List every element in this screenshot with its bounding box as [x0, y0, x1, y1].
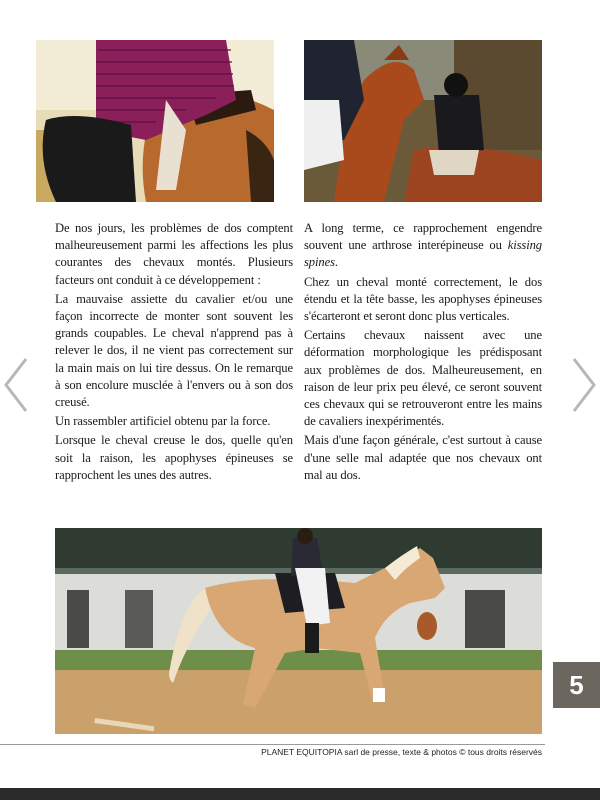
left-paragraph-2: La mauvaise assiette du cavalier et/ou une façon incorrecte de monter sont souvent les grands coupables. Le cheval n'apprend pas à relever le dos, il ne vient pas correctement sur la main mais on lui tire dessus. On le remarque à son encolure musclée à l'envers ou à son dos creusé. [55, 291, 293, 410]
footer-divider [0, 744, 545, 745]
text-column-left [55, 220, 293, 486]
photo-riders-chestnut [304, 40, 542, 202]
text-column-right [304, 220, 542, 486]
left-paragraph-4: Lorsque le cheval creuse le dos, quelle qu'en soit la raison, les apophyses épineuses se rapprochent les unes des autres. [55, 433, 293, 482]
right-paragraph-4: Mais d'une façon générale, c'est surtout à cause d'une selle mal adaptée que nos chevaux ont mal au dos. [304, 433, 542, 482]
chevron-right-icon[interactable] [570, 355, 600, 415]
right-paragraph-1-text: A long terme, ce rapprochement engendre souvent une arthrose interépineuse ou [304, 221, 542, 253]
chevron-left-icon[interactable] [0, 355, 30, 415]
left-paragraph-3: Un rassembler artificiel obtenu par la force. [55, 414, 271, 429]
right-paragraph-1 [304, 220, 542, 272]
copyright-notice: PLANET EQUITOPIA sarl de presse, texte & photos © tous droits réservés [261, 747, 542, 757]
page-number-badge: 5 [553, 662, 600, 708]
kissing-spines-term: kissing spines [304, 238, 542, 270]
right-paragraph-2: Chez un cheval monté correctement, le dos étendu et la tête basse, les apophyses épineuses s'écarteront et seront donc plus verticales. [304, 274, 542, 324]
photo-rider-mounting [36, 40, 274, 202]
right-paragraph-1-end: . [334, 255, 338, 270]
left-paragraph-1: De nos jours, les problèmes de dos comptent malheureusement parmi les affections les plus courantes des chevaux montés. Plusieurs facteurs ont conduit à ce développement : [55, 221, 293, 287]
right-paragraph-3: Certains chevaux naissent avec une déformation morphologique les prédisposant aux problèmes de dos. Malheureusement, en raison de leur prix peu élevé, ce seront souvent ces chevaux qui se retrouveront entre les mains de cavaliers inexpérimentés. [304, 328, 542, 429]
viewer-bottom-bar [0, 788, 600, 800]
photo-palomino-arena [55, 528, 542, 734]
